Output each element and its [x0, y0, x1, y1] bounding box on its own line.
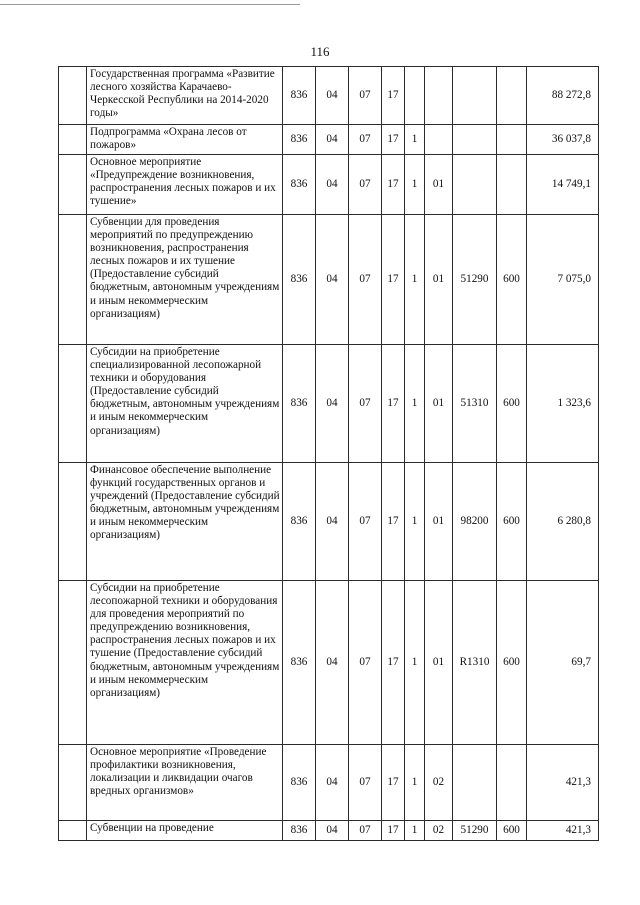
code-cell: 1 — [405, 821, 425, 841]
code-cell: 836 — [283, 345, 316, 463]
table-row — [59, 215, 599, 345]
code-cell: 01 — [425, 463, 453, 581]
code-cell: 17 — [382, 345, 405, 463]
code-cell: 04 — [316, 581, 349, 745]
code-cell: 07 — [349, 155, 382, 215]
blank-cell — [59, 345, 87, 463]
table-row — [59, 155, 599, 215]
code-cell: 04 — [316, 821, 349, 841]
code-cell — [425, 125, 453, 155]
blank-cell — [59, 67, 87, 125]
budget-table — [58, 66, 599, 841]
code-cell: 51290 — [453, 215, 497, 345]
blank-cell — [59, 821, 87, 841]
table-body — [59, 67, 599, 841]
amount-cell: 36 037,8 — [527, 125, 599, 155]
code-cell: 04 — [316, 345, 349, 463]
code-cell: 01 — [425, 155, 453, 215]
code-cell: 07 — [349, 581, 382, 745]
code-cell: 1 — [405, 463, 425, 581]
code-cell: 836 — [283, 125, 316, 155]
code-cell: 1 — [405, 345, 425, 463]
code-cell — [425, 67, 453, 125]
code-cell: 02 — [425, 745, 453, 821]
code-cell: 07 — [349, 745, 382, 821]
code-cell: 600 — [497, 463, 527, 581]
row-name: Субвенции для проведения мероприятий по предупреждению возникновения, распространения лесных пожаров и их тушение (Предоставление субсидий бюджетным, автономным учреждениям и иным некоммерческим организациям) — [87, 215, 283, 345]
row-name: Субсидии на приобретение специализированной лесопожарной техники и оборудования (Предоставление субсидий бюджетным, автономным учреждениям и иным некоммерческим организациям) — [87, 345, 283, 463]
code-cell: 836 — [283, 821, 316, 841]
code-cell: 836 — [283, 463, 316, 581]
code-cell: 17 — [382, 215, 405, 345]
code-cell: 17 — [382, 821, 405, 841]
code-cell: 17 — [382, 155, 405, 215]
code-cell: 04 — [316, 463, 349, 581]
row-name: Государственная программа «Развитие лесного хозяйства Карачаево-Черкесской Республики на 2014-2020 годы» — [87, 67, 283, 125]
code-cell: 1 — [405, 215, 425, 345]
code-cell: 600 — [497, 345, 527, 463]
code-cell: 836 — [283, 67, 316, 125]
blank-cell — [59, 745, 87, 821]
page-number: 116 — [310, 44, 330, 59]
table-row — [59, 821, 599, 841]
code-cell: 07 — [349, 345, 382, 463]
row-name: Финансовое обеспечение выполнение функций государственных органов и учреждений (Предоставление субсидий бюджетным, автономным учреждениям и иным некоммерческим организациям) — [87, 463, 283, 581]
row-name: Основное мероприятие «Предупреждение возникновения, распространения лесных пожаров и их тушение» — [87, 155, 283, 215]
code-cell: 07 — [349, 67, 382, 125]
code-cell: 07 — [349, 125, 382, 155]
row-name: Основное мероприятие «Проведение профилактики возникновения, локализации и ликвидации очагов вредных организмов» — [87, 745, 283, 821]
blank-cell — [59, 581, 87, 745]
code-cell: 04 — [316, 125, 349, 155]
table-row — [59, 345, 599, 463]
table-row — [59, 463, 599, 581]
amount-cell: 7 075,0 — [527, 215, 599, 345]
code-cell: 17 — [382, 125, 405, 155]
code-cell: 51310 — [453, 345, 497, 463]
amount-cell: 421,3 — [527, 745, 599, 821]
code-cell: 04 — [316, 745, 349, 821]
code-cell: 04 — [316, 67, 349, 125]
code-cell: 1 — [405, 125, 425, 155]
code-cell — [453, 125, 497, 155]
blank-cell — [59, 215, 87, 345]
code-cell: 600 — [497, 215, 527, 345]
code-cell: 17 — [382, 463, 405, 581]
code-cell: 836 — [283, 745, 316, 821]
code-cell — [497, 155, 527, 215]
code-cell: 1 — [405, 155, 425, 215]
table-row — [59, 581, 599, 745]
code-cell: 01 — [425, 215, 453, 345]
code-cell — [497, 67, 527, 125]
amount-cell: 1 323,6 — [527, 345, 599, 463]
code-cell: 07 — [349, 463, 382, 581]
table-row — [59, 67, 599, 125]
row-name: Субвенции на проведение — [87, 821, 283, 841]
table-row — [59, 125, 599, 155]
amount-cell: 14 749,1 — [527, 155, 599, 215]
code-cell — [453, 67, 497, 125]
amount-cell: 6 280,8 — [527, 463, 599, 581]
code-cell: 600 — [497, 821, 527, 841]
code-cell: 836 — [283, 581, 316, 745]
table-row — [59, 745, 599, 821]
code-cell: 01 — [425, 581, 453, 745]
code-cell: 1 — [405, 745, 425, 821]
blank-cell — [59, 125, 87, 155]
code-cell — [453, 745, 497, 821]
amount-cell: 69,7 — [527, 581, 599, 745]
code-cell: 17 — [382, 67, 405, 125]
row-name: Субсидии на приобретение лесопожарной техники и оборудования для проведения мероприятий по предупреждению возникновения, распространения лесных пожаров и их тушение (Предоставление субсидий бюджетным, автономным учреждениям и иным некоммерческим организациям) — [87, 581, 283, 745]
code-cell: 51290 — [453, 821, 497, 841]
code-cell: 02 — [425, 821, 453, 841]
code-cell — [497, 745, 527, 821]
code-cell: 1 — [405, 581, 425, 745]
code-cell: 04 — [316, 215, 349, 345]
code-cell: 07 — [349, 821, 382, 841]
code-cell: 600 — [497, 581, 527, 745]
code-cell — [497, 125, 527, 155]
code-cell: 17 — [382, 745, 405, 821]
row-name: Подпрограмма «Охрана лесов от пожаров» — [87, 125, 283, 155]
amount-cell: 88 272,8 — [527, 67, 599, 125]
code-cell: 836 — [283, 155, 316, 215]
top-edge-line — [0, 4, 300, 5]
code-cell: R1310 — [453, 581, 497, 745]
code-cell: 07 — [349, 215, 382, 345]
blank-cell — [59, 155, 87, 215]
code-cell: 98200 — [453, 463, 497, 581]
code-cell — [453, 155, 497, 215]
code-cell: 17 — [382, 581, 405, 745]
code-cell: 04 — [316, 155, 349, 215]
code-cell: 01 — [425, 345, 453, 463]
amount-cell: 421,3 — [527, 821, 599, 841]
blank-cell — [59, 463, 87, 581]
code-cell — [405, 67, 425, 125]
code-cell: 836 — [283, 215, 316, 345]
